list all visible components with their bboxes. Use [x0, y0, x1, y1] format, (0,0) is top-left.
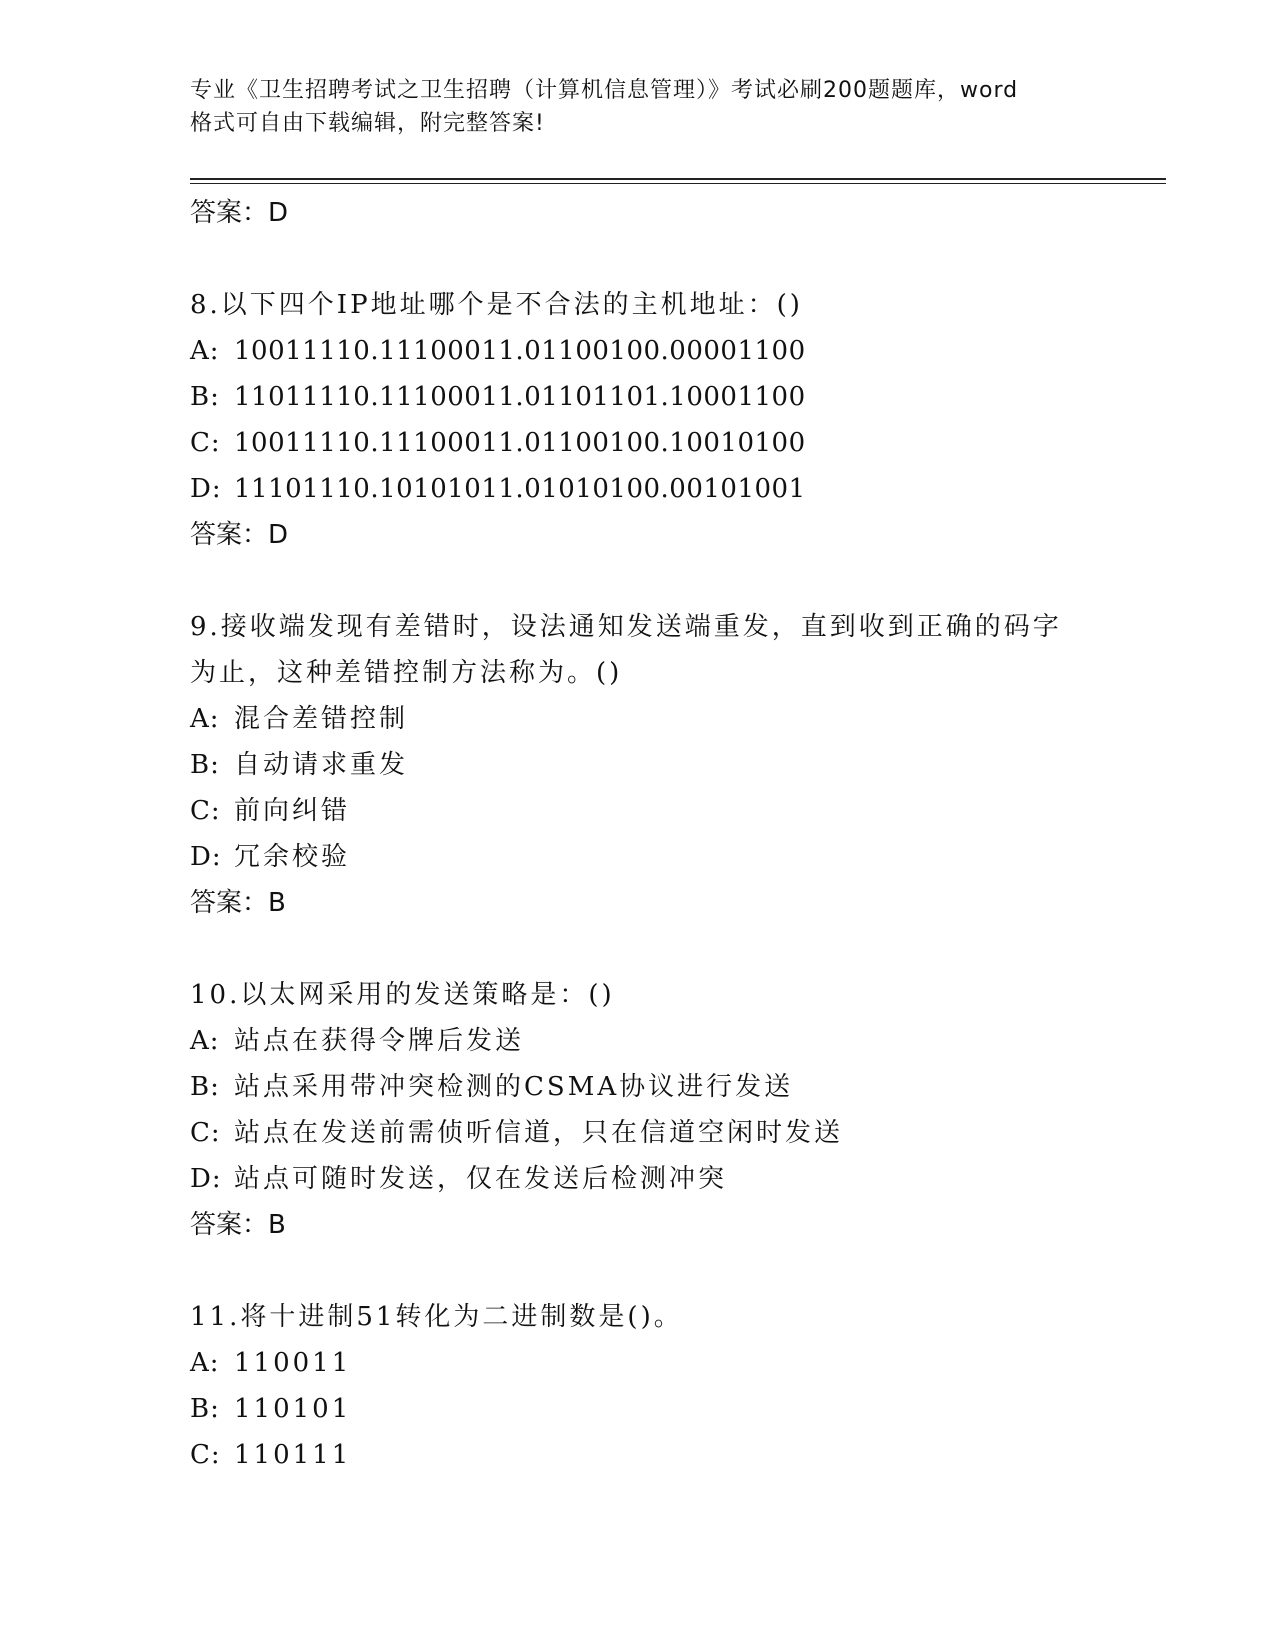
answer: 答案：B — [190, 1210, 286, 1240]
option-letter: A: — [190, 1026, 220, 1056]
option-d — [190, 834, 1090, 880]
header-line-1: 专业《卫生招聘考试之卫生招聘（计算机信息管理）》考试必刷200题题库，word — [190, 78, 1019, 103]
answer: 答案：D — [190, 520, 289, 550]
option-letter: D: — [190, 842, 222, 872]
option-value: 前向纠错 — [234, 796, 351, 826]
question-text: 11.将十进制51转化为二进制数是()。 — [190, 1302, 683, 1332]
option-d — [190, 1156, 1090, 1202]
option-letter: C: — [190, 796, 221, 826]
question-8 — [190, 282, 1090, 558]
option-value: 10011110.11100011.01100100.00001100 — [234, 336, 806, 366]
option-letter: C: — [190, 1440, 221, 1470]
question-text: 8.以下四个IP地址哪个是不合法的主机地址：() — [190, 290, 803, 320]
spacer — [190, 558, 1090, 604]
option-value: 110011 — [234, 1348, 352, 1378]
spacer — [190, 236, 1090, 282]
option-d — [190, 466, 1090, 512]
option-value: 自动请求重发 — [234, 750, 409, 780]
option-value: 11101110.10101011.01010100.00101001 — [234, 474, 806, 504]
previous-answer: 答案：D — [190, 198, 289, 228]
option-value: 11011110.11100011.01101101.10001100 — [234, 382, 806, 412]
option-value: 10011110.11100011.01100100.10010100 — [234, 428, 806, 458]
option-letter: B: — [190, 382, 220, 412]
option-a — [190, 696, 1090, 742]
header-rule-top — [190, 178, 1166, 180]
question-list — [190, 190, 1090, 1478]
option-a — [190, 1018, 1090, 1064]
option-letter: D: — [190, 474, 222, 504]
option-c — [190, 1432, 1090, 1478]
option-value: 站点采用带冲突检测的CSMA协议进行发送 — [234, 1072, 794, 1102]
header-rule-bottom — [190, 183, 1166, 184]
option-b — [190, 1064, 1090, 1110]
spacer — [190, 1248, 1090, 1294]
option-value: 混合差错控制 — [234, 704, 409, 734]
question-text: 10.以太网采用的发送策略是：() — [190, 980, 615, 1010]
option-value: 冗余校验 — [234, 842, 351, 872]
option-a — [190, 328, 1090, 374]
option-letter: D: — [190, 1164, 222, 1194]
option-c — [190, 788, 1090, 834]
option-value: 110101 — [234, 1394, 352, 1424]
option-c — [190, 420, 1090, 466]
option-letter: C: — [190, 1118, 221, 1148]
option-b — [190, 742, 1090, 788]
option-letter: A: — [190, 336, 220, 366]
answer: 答案：B — [190, 888, 286, 918]
option-letter: B: — [190, 1072, 220, 1102]
option-b — [190, 374, 1090, 420]
option-value: 站点在发送前需侦听信道，只在信道空闲时发送 — [234, 1118, 844, 1148]
header-line-2: 格式可自由下载编辑，附完整答案! — [190, 111, 545, 136]
option-letter: A: — [190, 704, 220, 734]
option-value: 站点在获得令牌后发送 — [234, 1026, 525, 1056]
spacer — [190, 926, 1090, 972]
question-text: 9.接收端发现有差错时，设法通知发送端重发，直到收到正确的码字为止，这种差错控制方法称为。() — [190, 612, 1062, 688]
question-9 — [190, 604, 1090, 926]
option-a — [190, 1340, 1090, 1386]
option-value: 110111 — [234, 1440, 352, 1470]
option-b — [190, 1386, 1090, 1432]
document-header — [190, 74, 1090, 140]
option-letter: B: — [190, 750, 220, 780]
option-c — [190, 1110, 1090, 1156]
option-letter: C: — [190, 428, 221, 458]
question-11 — [190, 1294, 1090, 1478]
option-value: 站点可随时发送，仅在发送后检测冲突 — [234, 1164, 728, 1194]
question-10 — [190, 972, 1090, 1248]
option-letter: A: — [190, 1348, 220, 1378]
option-letter: B: — [190, 1394, 220, 1424]
